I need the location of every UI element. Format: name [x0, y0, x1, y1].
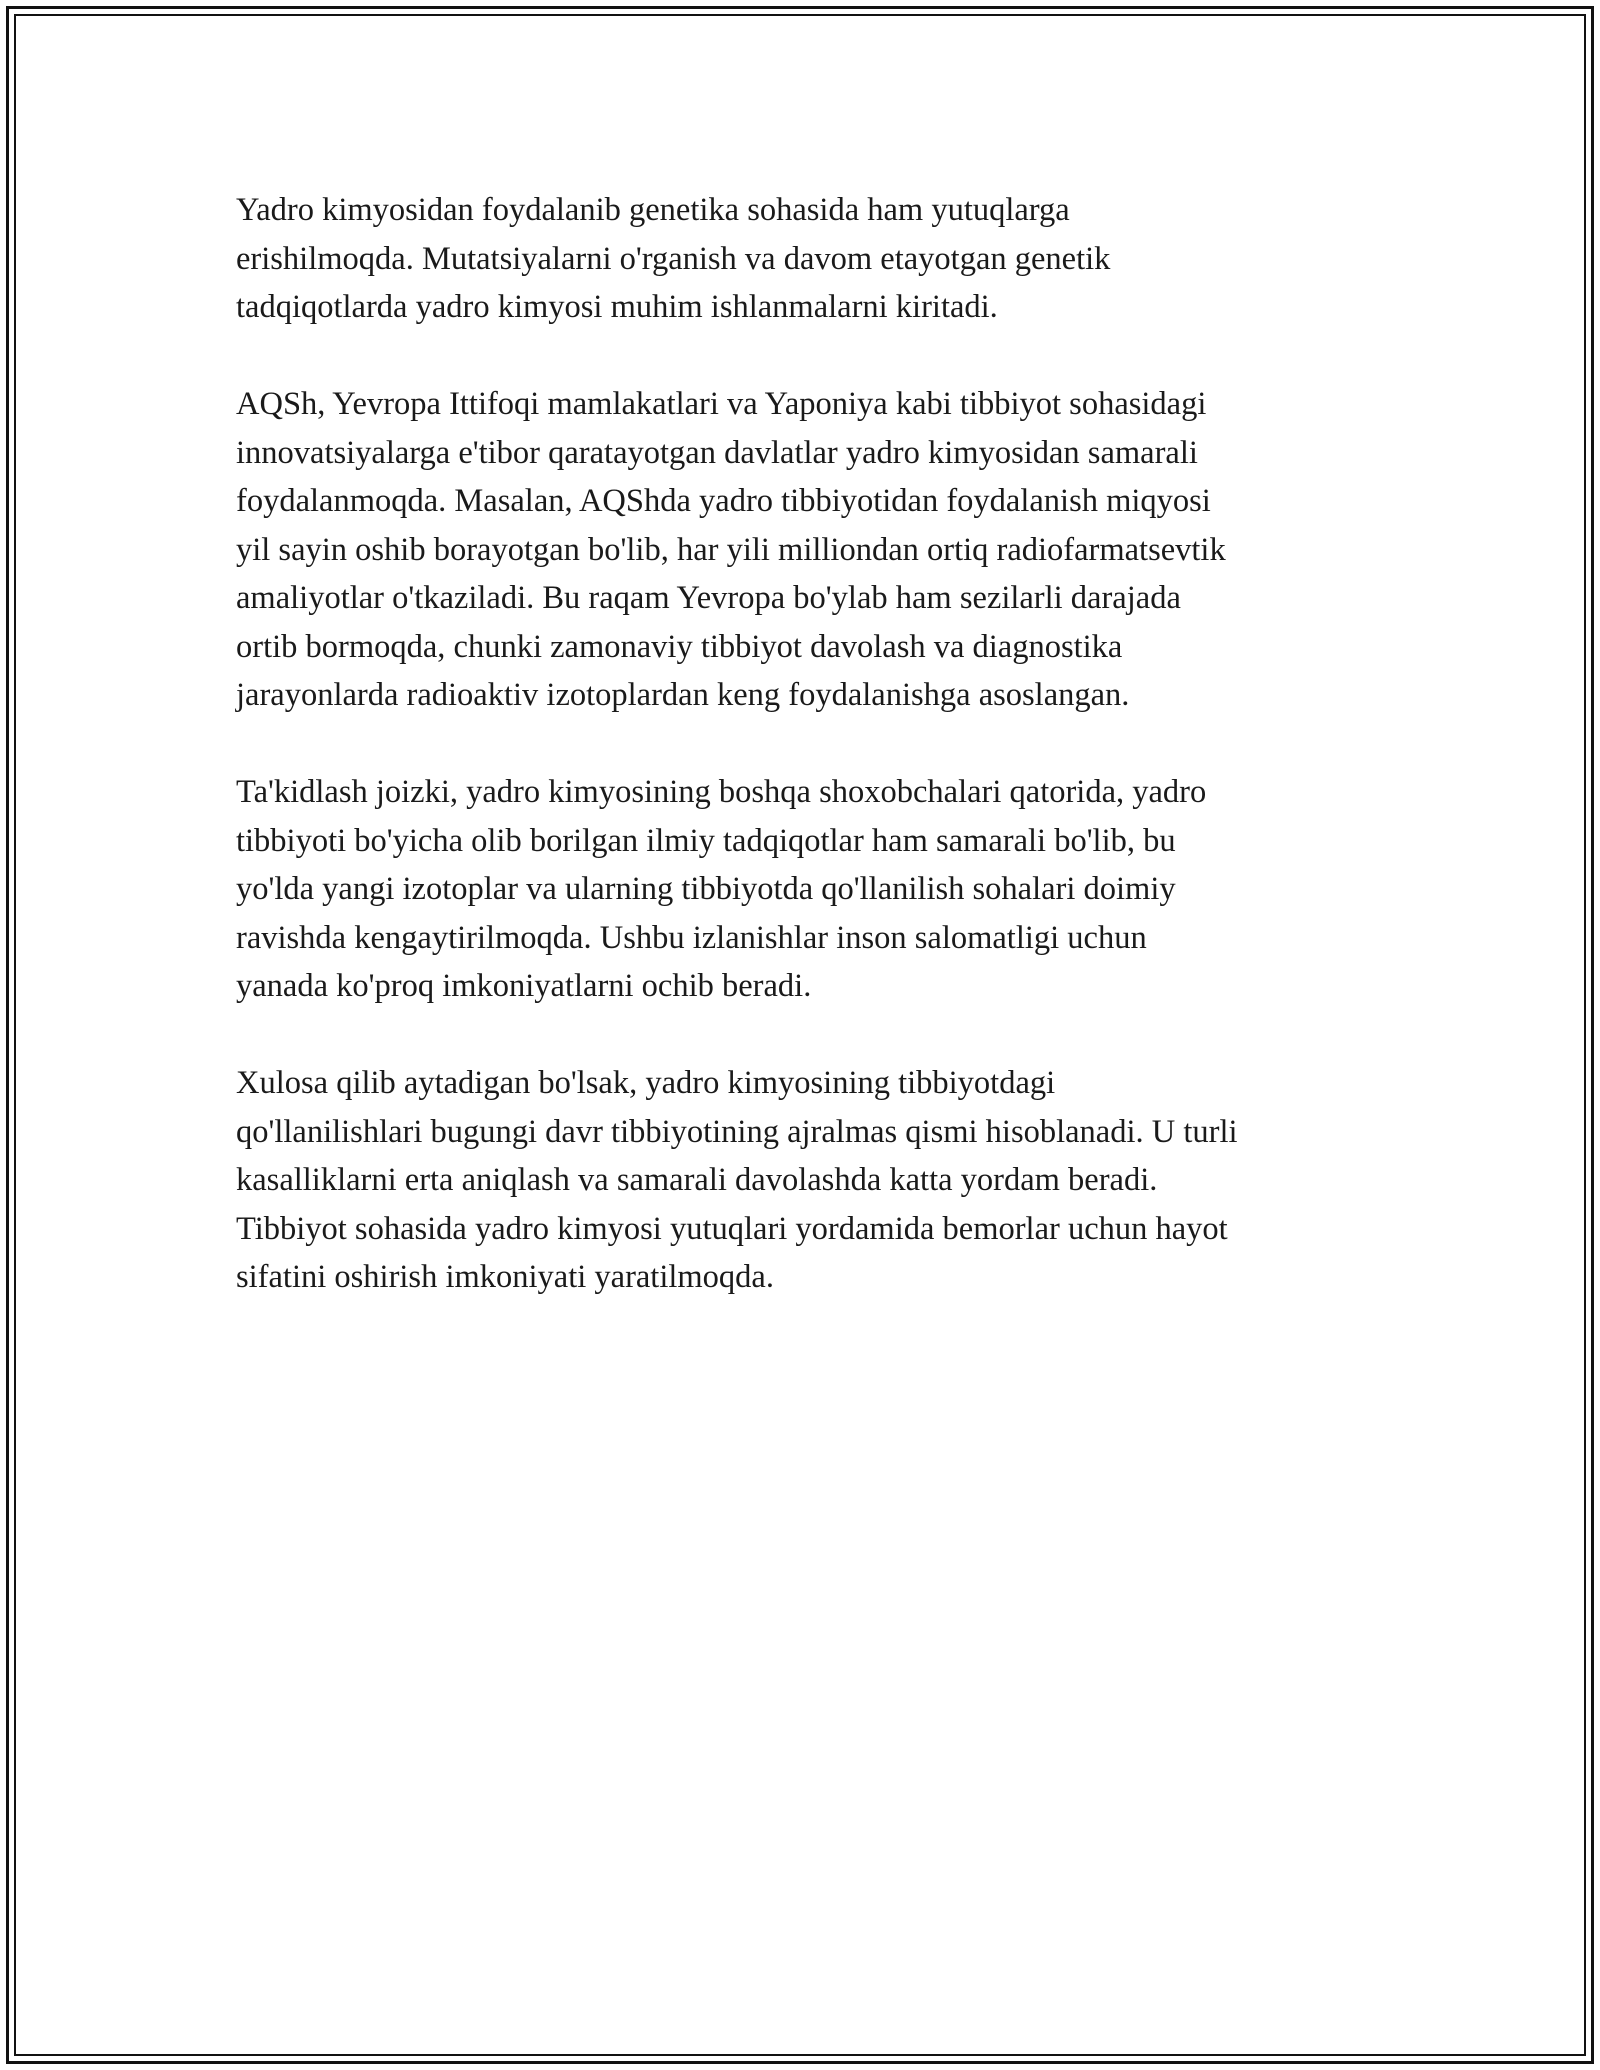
text-line: ravishda kengaytirilmoqda. Ushbu izlanishlar inson salomatligi uchun — [236, 919, 1147, 956]
paragraph-3 — [236, 768, 1416, 1011]
paragraph-1 — [236, 186, 1416, 332]
paragraph-2 — [236, 380, 1416, 720]
text-line: qo'llanilishlari bugungi davr tibbiyotining ajralmas qismi hisoblanadi. U turli — [236, 1113, 1238, 1150]
text-line: AQSh, Yevropa Ittifoqi mamlakatlari va Yaponiya kabi tibbiyot sohasidagi — [236, 386, 1207, 422]
text-line: yanada ko'proq imkoniyatlarni ochib beradi. — [236, 968, 812, 1004]
text-line: erishilmoqda. Mutatsiyalarni o'rganish va davom etayotgan genetik — [236, 240, 1111, 277]
text-line: yo'lda yangi izotoplar va ularning tibbiyotda qo'llanilish sohalari doimiy — [236, 871, 1176, 907]
text-line: Xulosa qilib aytadigan bo'lsak, yadro kimyosining tibbiyotdagi — [236, 1065, 1056, 1101]
text-line: amaliyotlar o'tkaziladi. Bu raqam Yevropa bo'ylab ham sezilarli darajada — [236, 580, 1181, 616]
text-line: tadqiqotlarda yadro kimyosi muhim ishlanmalarni kiritadi. — [236, 289, 998, 325]
text-line: kasalliklarni erta aniqlash va samarali davolashda katta yordam beradi. — [236, 1162, 1158, 1198]
text-line: innovatsiyalarga e'tibor qaratayotgan davlatlar yadro kimyosidan samarali — [236, 434, 1198, 471]
document-body — [236, 186, 1416, 1350]
text-line: Tibbiyot sohasida yadro kimyosi yutuqlari yordamida bemorlar uchun hayot — [236, 1210, 1228, 1247]
text-line: tibbiyoti bo'yicha olib borilgan ilmiy tadqiqotlar ham samarali bo'lib, bu — [236, 822, 1176, 859]
text-line: sifatini oshirish imkoniyati yaratilmoqda. — [236, 1259, 774, 1295]
paragraph-4 — [236, 1059, 1416, 1302]
text-line: jarayonlarda radioaktiv izotoplardan keng foydalanishga asoslangan. — [236, 677, 1130, 713]
text-line: yil sayin oshib borayotgan bo'lib, har yili milliondan ortiq radiofarmatsevtik — [236, 531, 1226, 568]
text-line: foydalanmoqda. Masalan, AQShda yadro tibbiyotidan foydalanish miqyosi — [236, 483, 1211, 519]
text-line: Yadro kimyosidan foydalanib genetika sohasida ham yutuqlarga — [236, 192, 1070, 228]
text-line: Ta'kidlash joizki, yadro kimyosining boshqa shoxobchalari qatorida, yadro — [236, 774, 1207, 810]
text-line: ortib bormoqda, chunki zamonaviy tibbiyot davolash va diagnostika — [236, 628, 1123, 665]
